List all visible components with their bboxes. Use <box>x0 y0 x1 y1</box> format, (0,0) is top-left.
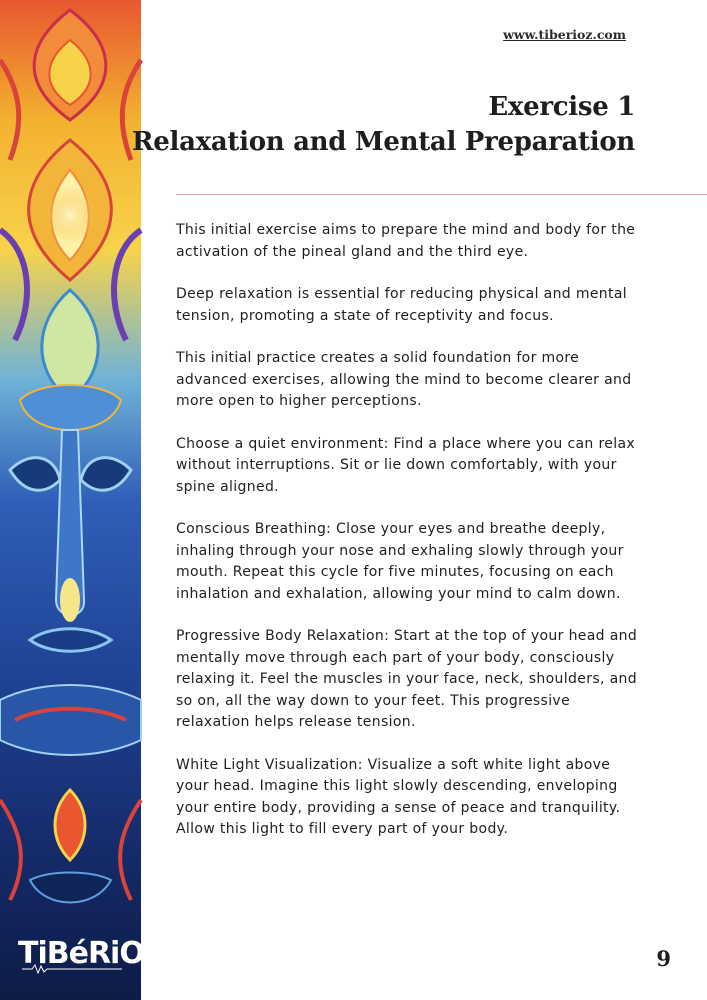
paragraph: This initial practice creates a solid foundation for more advanced exercises, allowing the mind to become clearer and more open to higher perceptions. <box>176 350 632 409</box>
paragraph: White Light Visualization: Visualize a soft white light above your head. Imagine this light slowly descending, enveloping your entire body, providing a sense of peace and tranquility. Allow this light to fill every part of your body. <box>176 756 621 837</box>
page-number: 9 <box>656 946 671 971</box>
brand-logo: TiBéRiOZ <box>18 936 165 971</box>
paragraph: Conscious Breathing: Close your eyes and breathe deeply, inhaling through your nose and exhaling slowly through your mouth. Repeat this cycle for five minutes, focusing on each inhalation and exhalation, allowing your mind to calm down. <box>176 521 624 602</box>
paragraph: Deep relaxation is essential for reducing physical and mental tension, promoting a state of receptivity and focus. <box>176 286 628 324</box>
website-link[interactable]: www.tiberioz.com <box>503 27 626 42</box>
body-text <box>176 220 638 862</box>
exercise-title: Relaxation and Mental Preparation <box>132 127 635 157</box>
page-title <box>132 90 635 160</box>
paragraph: This initial exercise aims to prepare the mind and body for the activation of the pineal gland and the third eye. <box>176 222 636 260</box>
paragraph: Progressive Body Relaxation: Start at the top of your head and mentally move through each part of your body, consciously relaxing it. Feel the muscles in your face, neck, shoulders, and so on, all the way down to your feet. This progressive relaxation helps release tension. <box>176 628 638 730</box>
psychedelic-face-artwork <box>0 0 165 1000</box>
paragraph: Choose a quiet environment: Find a place where you can relax without interruptions. Sit or lie down comfortably, with your spine aligned. <box>176 435 636 495</box>
exercise-number: Exercise 1 <box>488 92 635 122</box>
title-divider <box>176 194 707 195</box>
